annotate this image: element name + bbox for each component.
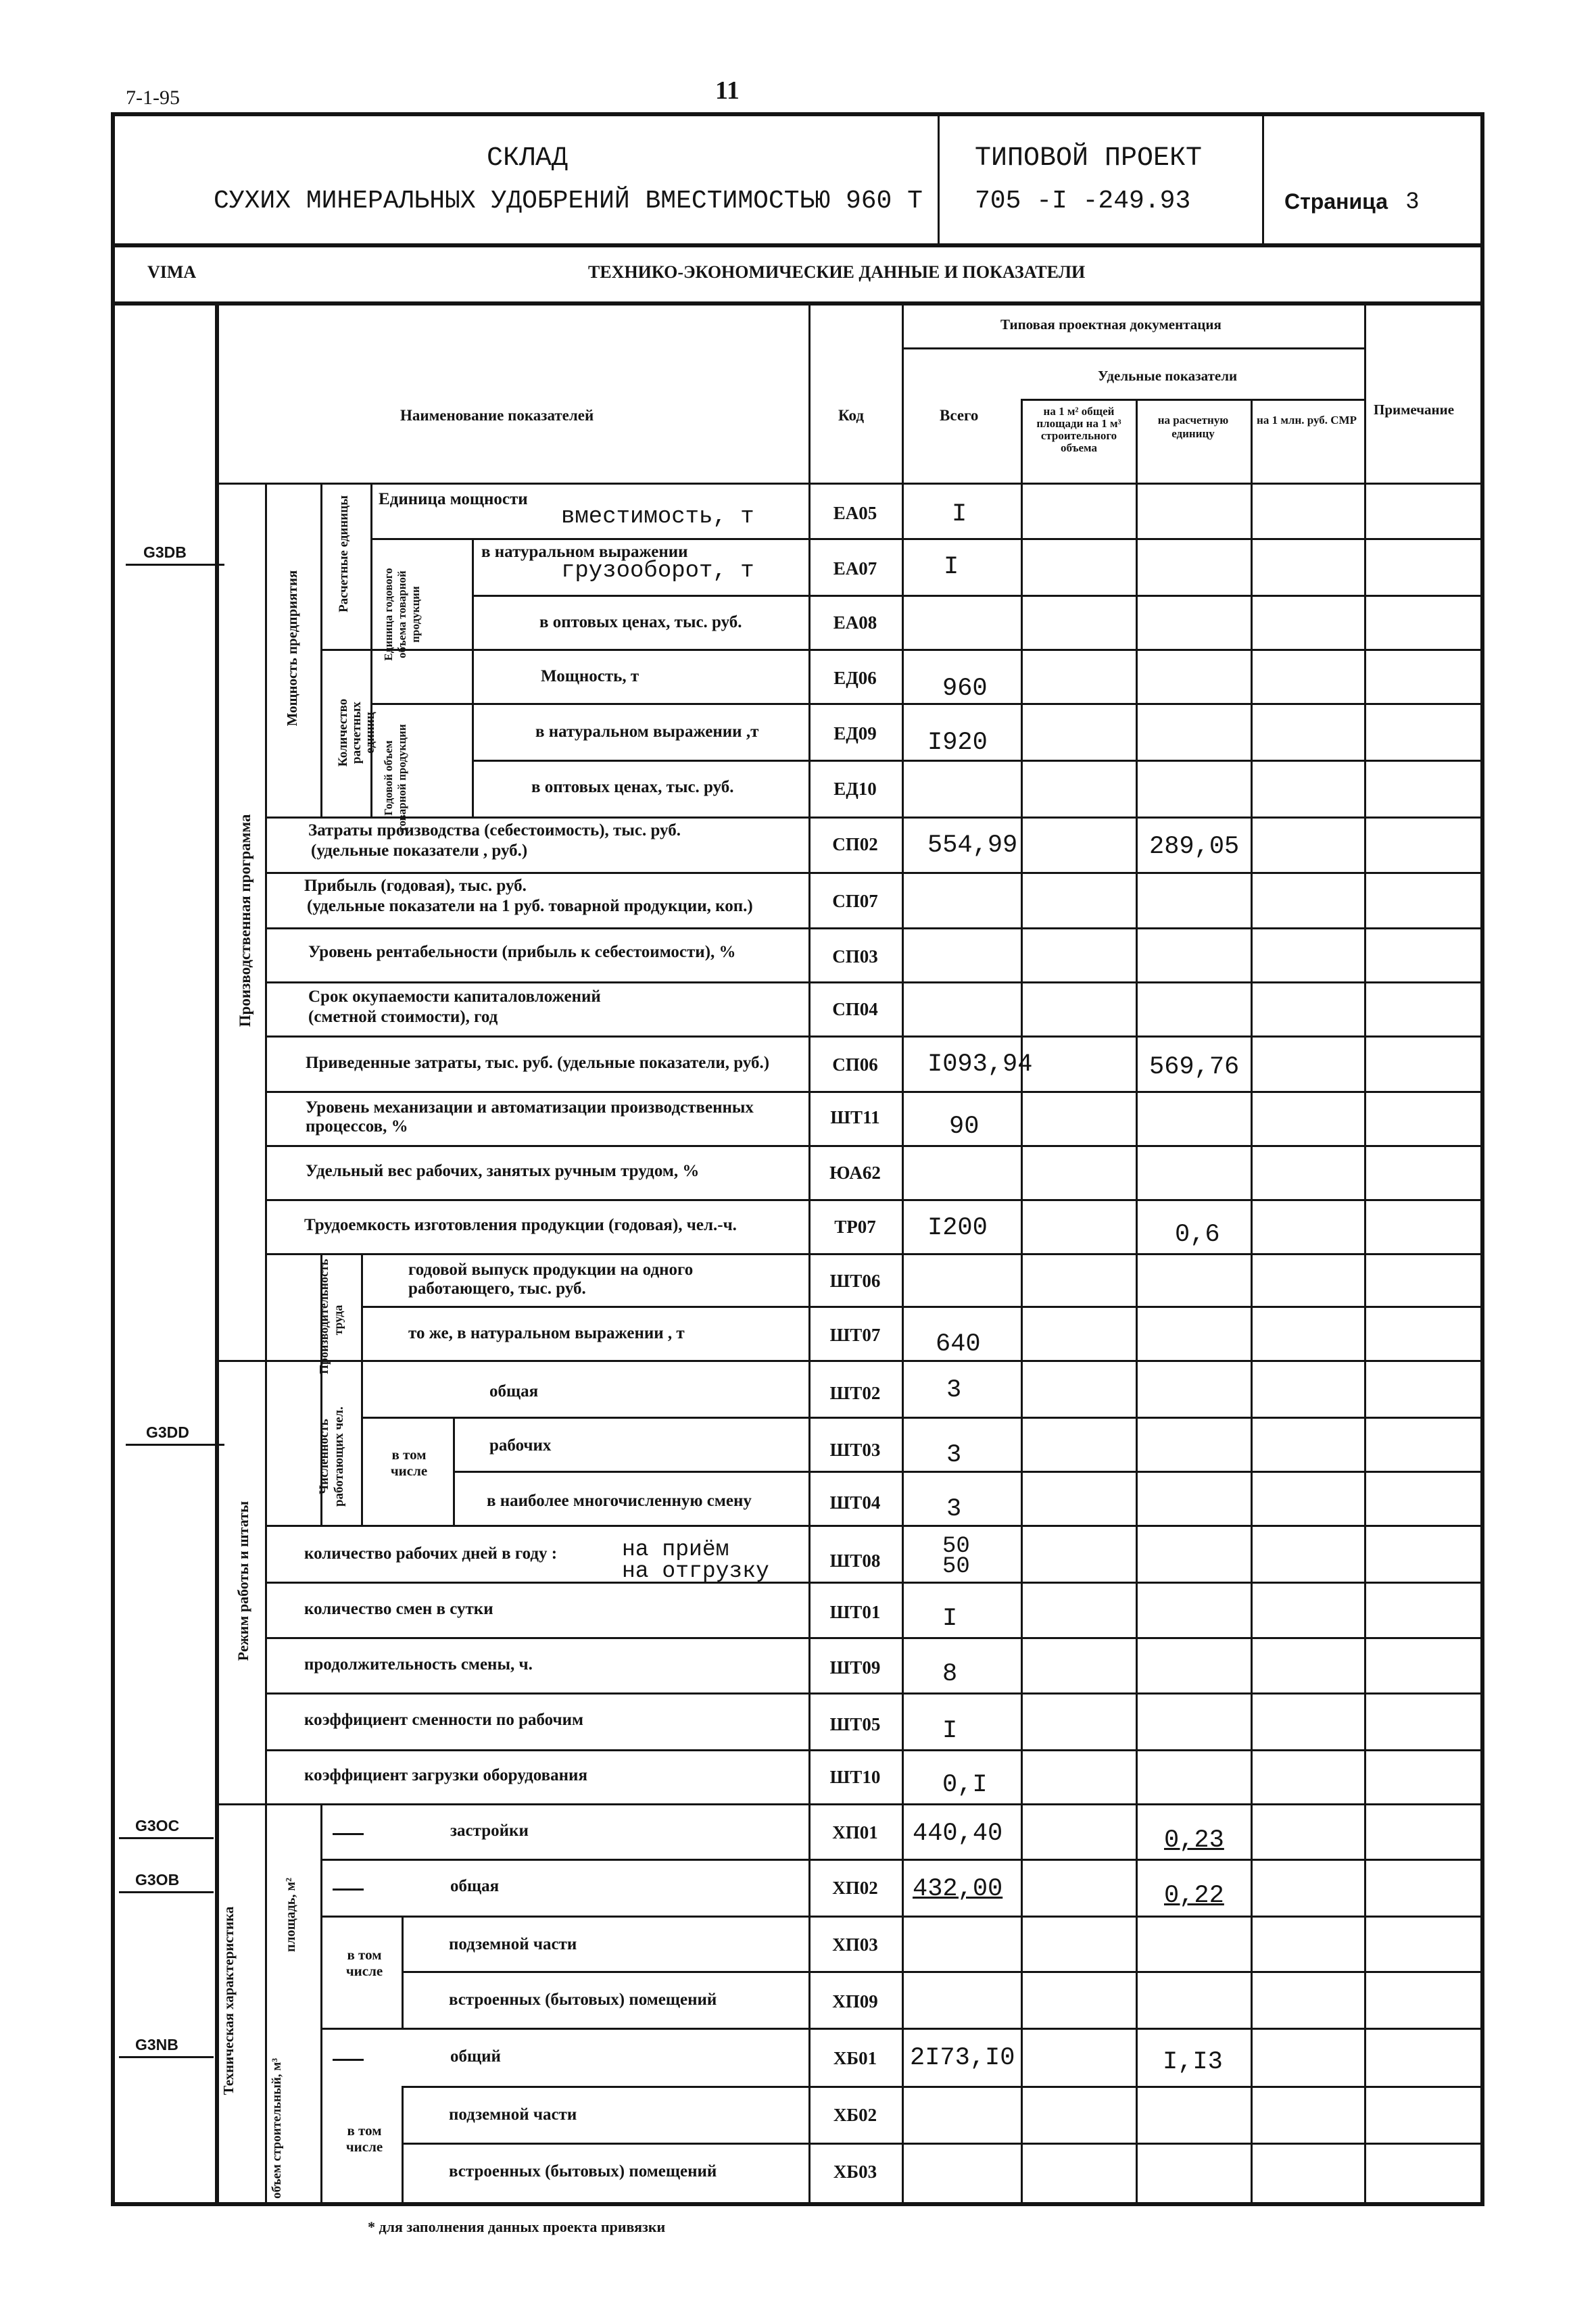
row-sp02-label: Затраты производства (себестоимость), тыс. руб. — [308, 821, 681, 839]
row-sp04-code: СП04 — [832, 999, 878, 1019]
row-sht05-code: ШТ05 — [829, 1714, 881, 1734]
row-ed09-total: I920 — [927, 729, 988, 757]
row-hp09-label: встроенных (бытовых) помещений — [449, 1991, 717, 2009]
row-sht11-code: ШТ11 — [830, 1107, 880, 1127]
header-per-m2: на 1 м² общей площади на 1 м³ строительного объема — [1036, 405, 1121, 454]
row-sht01-total: I — [942, 1605, 958, 1633]
row-sht09-label: продолжительность смены, ч. — [304, 1655, 533, 1674]
title-line-2: СУХИХ МИНЕРАЛЬНЫХ УДОБРЕНИЙ ВМЕСТИМОСТЬЮ 960 Т — [214, 187, 923, 216]
row-sht08-label: количество рабочих дней в году : — [304, 1544, 558, 1563]
row-hp02-per-unit: 0,22 — [1164, 1882, 1224, 1910]
header-indicator-name: Наименование показателей — [400, 407, 594, 424]
group-area: площадь, м² — [283, 1878, 298, 1952]
row-sht06-label2: работающего, тыс. руб. — [408, 1280, 586, 1298]
header-total: Всего — [940, 407, 979, 424]
row-sp06-code: СП06 — [832, 1054, 878, 1075]
row-sht09-total: 8 — [942, 1660, 958, 1688]
row-sht06-code: ШТ06 — [829, 1271, 881, 1291]
row-hp01-total: 440,40 — [913, 1820, 1003, 1848]
row-sht05-total: I — [942, 1717, 958, 1745]
page-value: 3 — [1406, 188, 1419, 214]
row-ea08-label: в оптовых ценах, тыс. руб. — [539, 613, 742, 631]
row-ed09-code: ЕД09 — [833, 723, 877, 744]
footnote: * для заполнения данных проекта привязки — [368, 2218, 666, 2235]
row-ea08-code: ЕА08 — [833, 612, 877, 633]
row-ea05-code: ЕА05 — [833, 503, 877, 523]
row-sht02-code: ШТ02 — [829, 1383, 881, 1403]
header-per-million: на 1 млн. руб. СМР — [1257, 414, 1357, 427]
in-that-number-volume: в том числе — [345, 2122, 383, 2155]
header-code: Код — [838, 407, 865, 424]
row-hb02-label: подземной части — [449, 2105, 577, 2124]
row-sht08-sub1: на приём — [622, 1537, 729, 1562]
row-sht06-label: годовой выпуск продукции на одного — [408, 1261, 694, 1279]
row-hp03-code: ХП03 — [832, 1934, 878, 1955]
row-sp02-label2: (удельные показатели , руб.) — [311, 842, 528, 860]
row-sp07-label2: (удельные показатели на 1 руб. товарной продукции, коп.) — [307, 897, 753, 915]
row-ea07-code: ЕА07 — [833, 558, 877, 579]
row-sp03-label: Уровень рентабельности (прибыль к себестоимости), % — [308, 943, 736, 961]
row-ed10-code: ЕД10 — [833, 779, 877, 799]
group-calc-units: Расчетные единицы — [337, 495, 351, 612]
row-sp02-code: СП02 — [832, 834, 878, 854]
header-per-unit: на расчетную единицу — [1157, 414, 1229, 440]
row-sht08-total1: 50 — [942, 1534, 970, 1559]
in-that-number-area: в том числе — [345, 1947, 383, 1979]
row-sht11-total: 90 — [949, 1113, 980, 1141]
row-ed06-total: 960 — [942, 675, 988, 703]
marker-g3ob: G3OB — [135, 1871, 180, 1888]
title-line-1: СКЛАД — [487, 143, 569, 174]
row-sht11-label2: процессов, % — [306, 1117, 408, 1136]
row-sp04-label2: (сметной стоимости), год — [308, 1008, 498, 1026]
row-sht04-total: 3 — [946, 1495, 962, 1524]
row-hp01-label: застройки — [450, 1822, 529, 1840]
row-ea05-sub: вместимость, т — [561, 504, 754, 530]
row-sht05-label: коэффициент сменности по рабочим — [304, 1711, 584, 1729]
row-ea05-total: I — [952, 500, 967, 529]
row-ed06-label: Мощность, т — [541, 667, 639, 685]
row-sht11-label: Уровень механизации и автоматизации производственных — [306, 1098, 754, 1117]
row-hb01-total: 2I73,I0 — [910, 2044, 1015, 2072]
row-hp09-code: ХП09 — [832, 1991, 878, 2012]
header-documentation: Типовая проектная документация — [1000, 316, 1222, 333]
row-hb03-label: встроенных (бытовых) помещений — [449, 2162, 717, 2180]
row-sht04-code: ШТ04 — [829, 1492, 881, 1513]
group-work-mode: Режим работы и штаты — [235, 1501, 251, 1661]
row-sht03-total: 3 — [946, 1441, 962, 1469]
group-productivity: Производительность труда — [317, 1259, 345, 1374]
row-tr07-total: I200 — [927, 1214, 988, 1242]
row-sp07-label: Прибыль (годовая), тыс. руб. — [304, 877, 527, 895]
marker-g3dd: G3DD — [146, 1423, 189, 1441]
row-ua62-label: Удельный вес рабочих, занятых ручным трудом, % — [306, 1162, 700, 1180]
row-hp02-total: 432,00 — [913, 1875, 1003, 1903]
row-hb02-code: ХБ02 — [833, 2105, 877, 2125]
doc-reference: 7-1-95 — [126, 87, 180, 109]
row-sht08-sub2: на отгрузку — [622, 1559, 769, 1584]
row-sht03-code: ШТ03 — [829, 1440, 881, 1460]
row-hp01-code: ХП01 — [832, 1822, 878, 1843]
row-sp02-per-unit: 289,05 — [1149, 833, 1240, 861]
row-sp03-code: СП03 — [832, 946, 878, 967]
project-label: ТИПОВОЙ ПРОЕКТ — [975, 143, 1203, 174]
row-sp06-per-unit: 569,76 — [1149, 1053, 1240, 1081]
row-tr07-label: Трудоемкость изготовления продукции (годовая), чел.-ч. — [304, 1216, 737, 1234]
row-ea07-sub: грузооборот, т — [561, 558, 754, 584]
row-sht01-label: количество смен в сутки — [304, 1600, 493, 1618]
header-specific: Удельные показатели — [1098, 368, 1238, 384]
row-sht08-code: ШТ08 — [829, 1551, 881, 1571]
row-sp04-label: Срок окупаемости капиталовложений — [308, 988, 601, 1006]
row-sht04-label: в наиболее многочисленную смену — [487, 1492, 752, 1510]
row-ed06-code: ЕД06 — [833, 668, 877, 688]
page-number: 11 — [715, 76, 740, 105]
row-hp02-label: общая — [450, 1877, 500, 1895]
group-annual-goods: Годовой объем товарной продукции — [382, 724, 408, 832]
row-hp01-per-unit: 0,23 — [1164, 1826, 1224, 1855]
row-sht07-total: 640 — [936, 1330, 981, 1359]
row-sht10-label: коэффициент загрузки оборудования — [304, 1766, 587, 1784]
row-ed09-label: в натуральном выражении ,т — [535, 723, 759, 741]
group-production-program: Производственная программа — [237, 814, 253, 1027]
row-sht02-total: 3 — [946, 1376, 962, 1405]
group-annual-volume: Единица годового объема товарной продукции — [382, 568, 422, 661]
group-capacity: Мощность предприятия — [284, 570, 300, 727]
row-sht08-total2: 50 — [942, 1554, 970, 1580]
marker-g3nb: G3NB — [135, 2036, 178, 2053]
row-sht07-label: то же, в натуральном выражении , т — [408, 1324, 685, 1342]
row-tr07-per-unit: 0,6 — [1175, 1221, 1220, 1249]
page-label: Страница — [1284, 189, 1388, 214]
marker-g3db: G3DB — [143, 543, 187, 561]
row-sht02-label: общая — [489, 1382, 539, 1400]
row-tr07-code: ТР07 — [834, 1217, 876, 1237]
row-sp07-code: СП07 — [832, 891, 878, 911]
row-hp03-label: подземной части — [449, 1935, 577, 1953]
row-sht07-code: ШТ07 — [829, 1325, 881, 1345]
row-sht03-label: рабочих — [489, 1436, 552, 1455]
row-hb03-code: ХБ03 — [833, 2162, 877, 2182]
row-hp02-code: ХП02 — [832, 1878, 878, 1898]
row-sht10-total: 0,I — [942, 1771, 988, 1799]
section-title: ТЕХНИКО-ЭКОНОМИЧЕСКИЕ ДАННЫЕ И ПОКАЗАТЕЛИ — [588, 262, 1086, 282]
marker-g3oc: G3OC — [135, 1817, 180, 1834]
row-ea07-total: I — [944, 553, 959, 581]
project-number: 705 -I -249.93 — [975, 187, 1191, 216]
group-volume: объем строительный, м³ — [270, 2057, 284, 2199]
section-code: VIMA — [147, 262, 197, 282]
group-technical: Техническая характеристика — [220, 1906, 237, 2095]
row-sp06-total: I093,94 — [927, 1050, 1033, 1079]
row-sht01-code: ШТ01 — [829, 1602, 881, 1622]
row-ed10-label: в оптовых ценах, тыс. руб. — [531, 778, 734, 796]
row-ua62-code: ЮА62 — [829, 1163, 881, 1183]
in-that-number-staff: в том числе — [390, 1446, 428, 1479]
group-qty-units: Количество расчетных единиц — [336, 698, 377, 767]
group-staff: Численность работающих чел. — [317, 1407, 346, 1507]
row-sp02-total: 554,99 — [927, 831, 1018, 860]
row-ea05-label: Единица мощности — [379, 490, 528, 508]
row-sp06-label: Приведенные затраты, тыс. руб. (удельные показатели, руб.) — [306, 1054, 770, 1072]
row-hb01-code: ХБ01 — [833, 2048, 877, 2068]
row-sht10-code: ШТ10 — [829, 1767, 881, 1787]
row-sht09-code: ШТ09 — [829, 1657, 881, 1678]
row-ea07-label: в натуральном выражении — [481, 543, 688, 561]
row-hb01-per-unit: I,I3 — [1163, 2048, 1223, 2076]
header-note: Примечание — [1374, 401, 1455, 418]
row-hb01-label: общий — [450, 2047, 501, 2066]
